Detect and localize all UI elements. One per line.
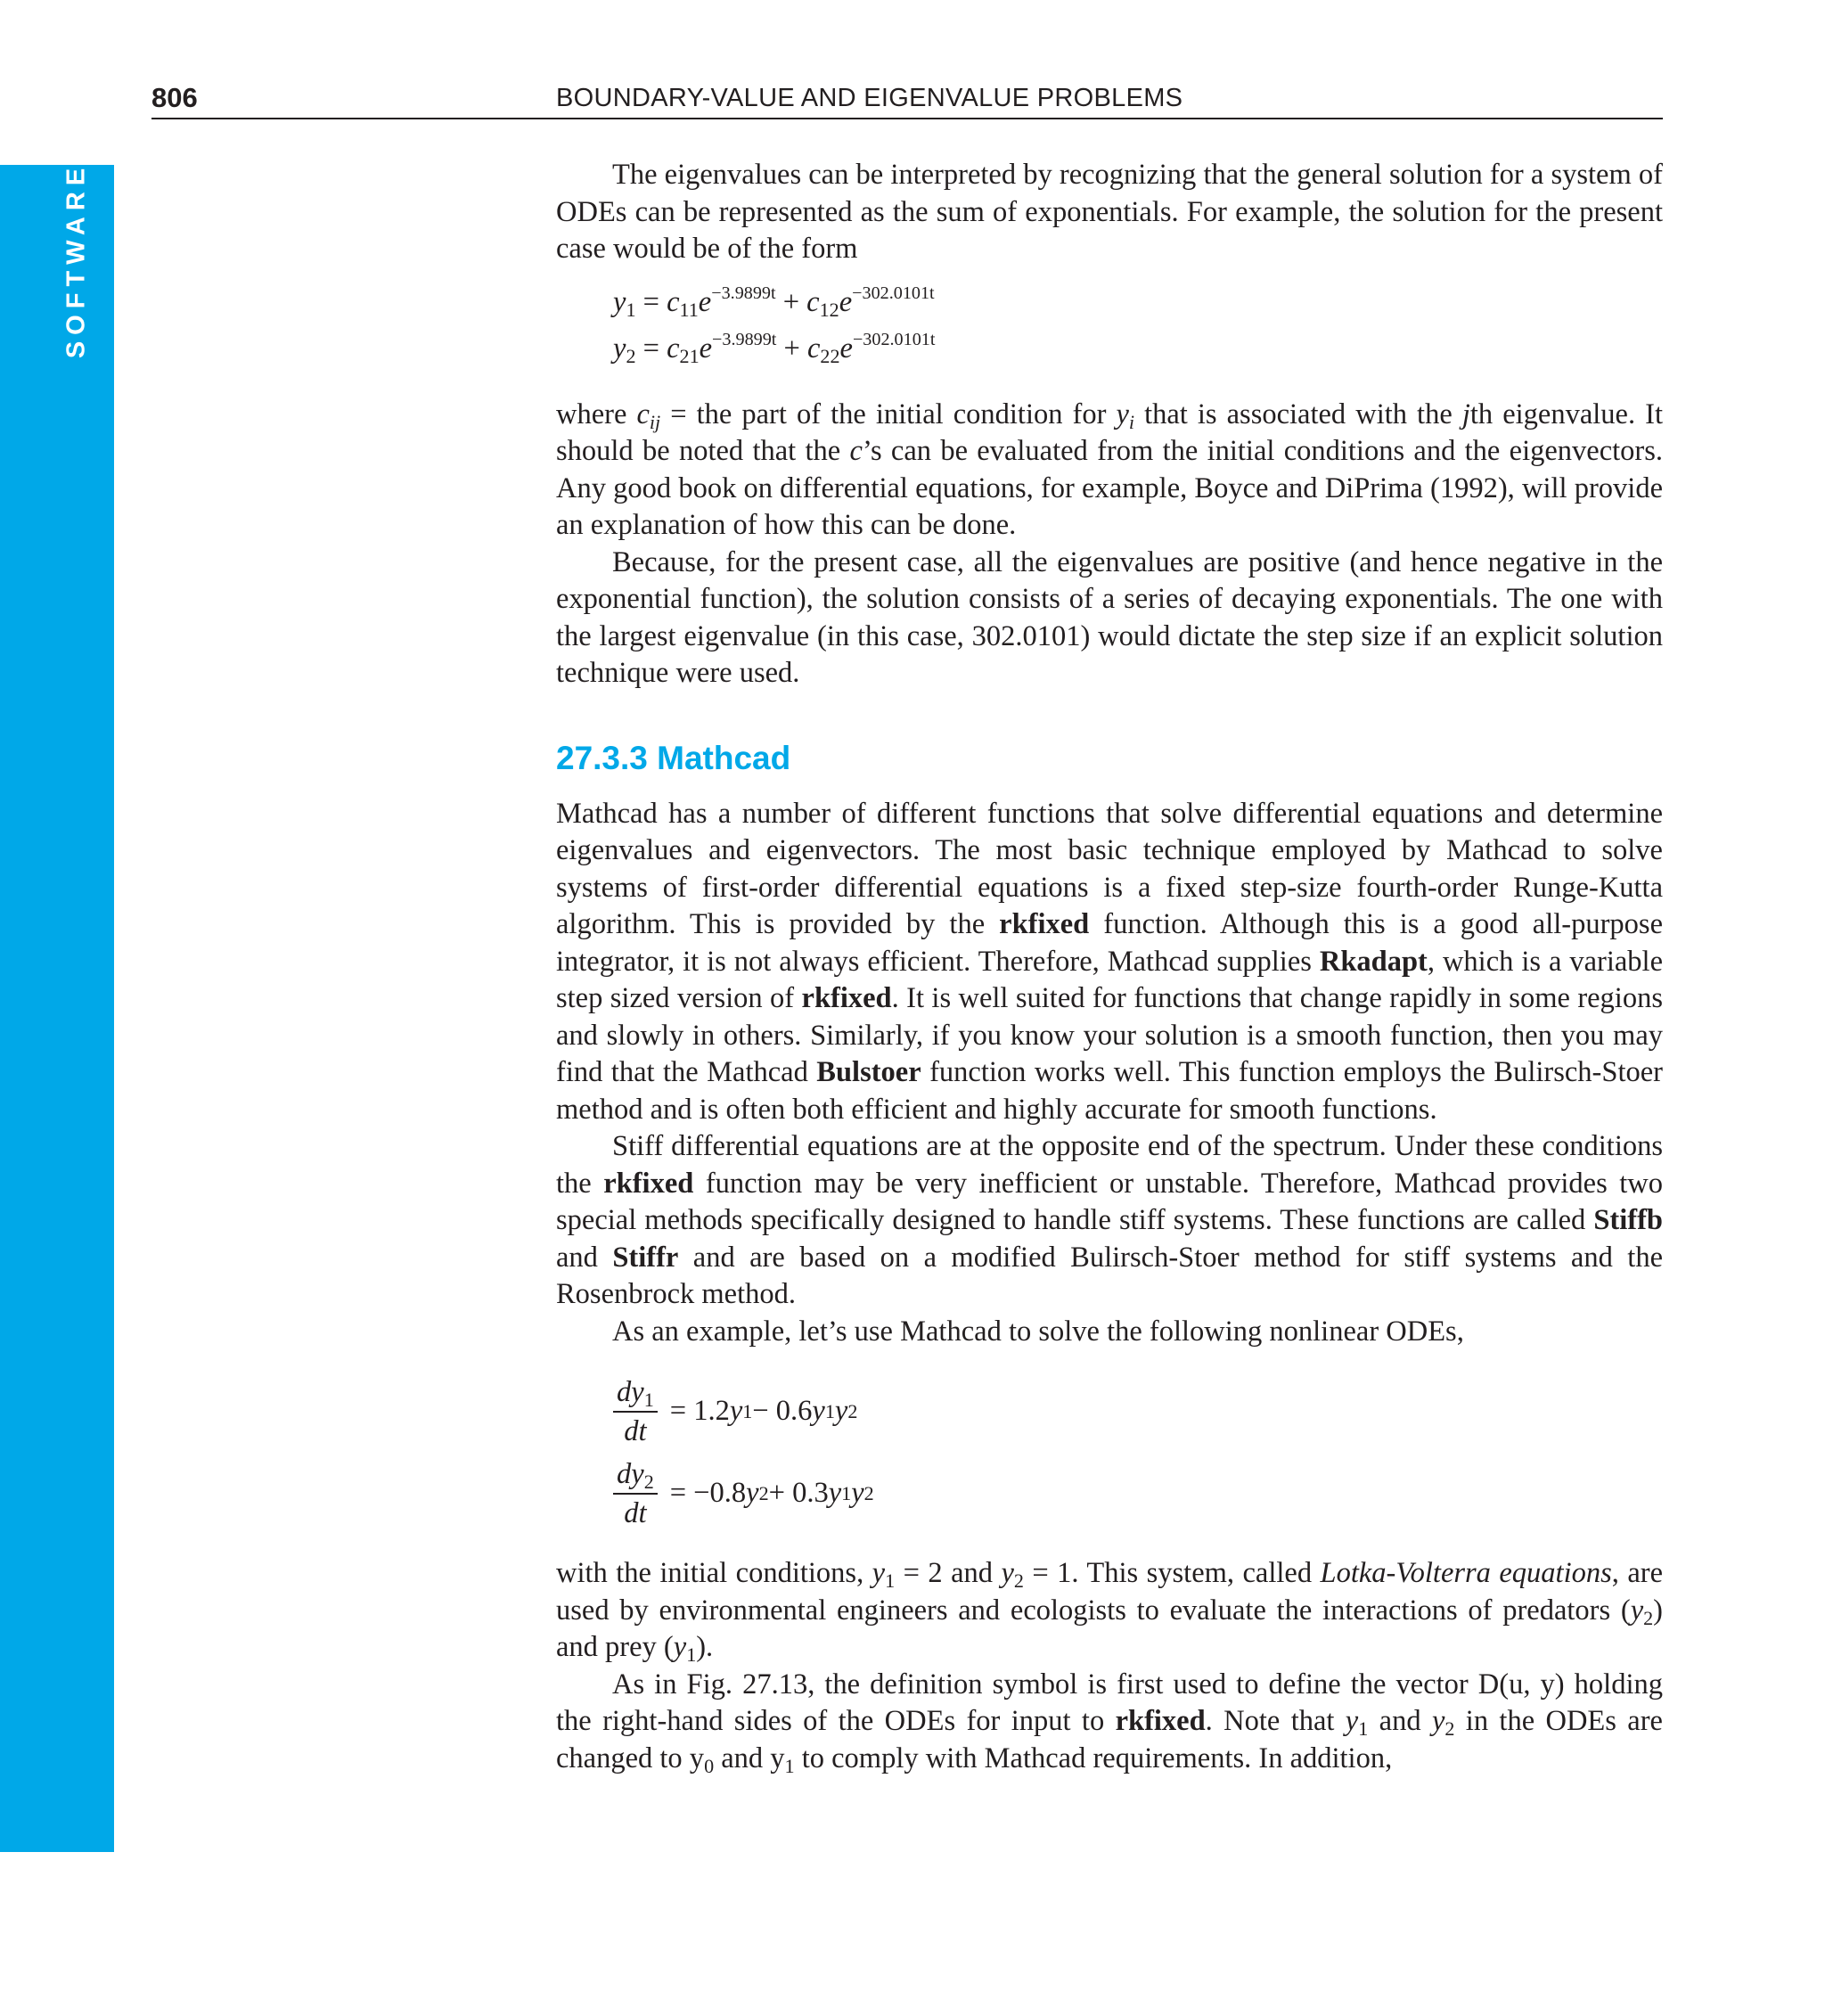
paragraph-cij-definition: where $c_{ij}$ = the part of the initial condition for $y_i$ that is associated with the jth eigenvalue. It should be noted that the c’s can be evaluated from the initial conditions and the eigenvectors. Any good book on differential equations, for example, Boyce and DiPrima (1992), will provide an explanation of how this can be done. <box>556 397 1663 541</box>
equation-y2: $y_2 = c_{21}e^{-3.9899t} + c_{22}e^{-302.0101t}$ <box>613 329 936 367</box>
ode-dy2-dt: $\frac{dy_2}{dt}$ = −0.8 y 2 + 0.3 y 1 y 2 <box>613 1457 1663 1530</box>
page-header <box>151 82 1663 119</box>
lotka-volterra-equations <box>613 1375 1663 1530</box>
paragraph-stiff-equations: Stiff differential equations are at the opposite end of the spectrum. Under these conditions the rkfixed function may be very inefficient or unstable. Therefore, Mathcad provides two special methods specifically designed to handle stiff systems. These functions are called Stiffb and Stiffr and are based on a modified Bulirsch-Stoer method for stiff systems and the Rosenbrock method. <box>556 1130 1663 1310</box>
paragraph-eigenvalue-interpretation: The eigenvalues can be interpreted by recognizing that the general solution for a system of ODEs can be represented as the sum of exponentials. For example, the solution for the present case would be of the form <box>556 159 1663 265</box>
paragraph-example-intro: As an example, let’s use Mathcad to solve the following nonlinear ODEs, <box>612 1315 1464 1348</box>
running-head: BOUNDARY-VALUE AND EIGENVALUE PROBLEMS <box>556 84 1183 112</box>
paragraph-decaying-exponentials: Because, for the present case, all the eigenvalues are positive (and hence negative in the exponential function), the solution consists of a series of decaying exponentials. The one with the largest eigenvalue (in this case, 302.0101) would dictate the step size if an explicit solution technique were used. <box>556 545 1663 689</box>
page-number: 806 <box>151 82 198 113</box>
exponential-solution-equations <box>613 279 1663 372</box>
page-body <box>556 157 1663 1777</box>
software-sidebar-band <box>0 165 114 1852</box>
ode-dy1-dt: $\frac{dy_1}{dt}$ = 1.2 y 1 − 0.6 y 1 y 2 <box>613 1375 1663 1448</box>
equation-y1: $y_1 = c_{11}e^{-3.9899t} + c_{12}e^{-302.0101t}$ <box>613 283 935 321</box>
paragraph-definition-symbol: As in Fig. 27.13, the definition symbol is first used to define the vector D(u, y) holding the right-hand sides of the ODEs for input to rkfixed. Note that $y_1$ and $y_2$ in the ODEs are changed to $y_0$ and $y_1$ to comply with Mathcad requirements. In addition, <box>556 1668 1663 1777</box>
section-heading-mathcad: 27.3.3 Mathcad <box>556 739 791 776</box>
fraction-dy1-dt: $\frac{dy_1}{dt}$ <box>613 1375 658 1448</box>
fraction-dy2-dt: $\frac{dy_2}{dt}$ <box>613 1457 658 1530</box>
paragraph-initial-conditions: with the initial conditions, $y_1 = 2$ and $y_2 = 1$. This system, called Lotka-Volterra equations, are used by environmental engineers and ecologists to evaluate the interactions of predators $(y_2)$ and prey $(y_1)$. <box>556 1557 1663 1667</box>
paragraph-mathcad-functions: Mathcad has a number of different functions that solve differential equations and determine eigenvalues and eigenvectors. The most basic technique employed by Mathcad to solve systems of first-order differential equations is a fixed step-size fourth-order Runge-Kutta algorithm. This is provided by the rkfixed function. Although this is a good all-purpose integrator, it is not always efficient. Therefore, Mathcad supplies Rkadapt, which is a variable step sized version of rkfixed. It is well suited for functions that change rapidly in some regions and slowly in others. Similarly, if you know your solution is a smooth function, then you may find that the Mathcad Bulstoer function works well. This function employs the Bulirsch-Stoer method and is often both efficient and highly accurate for smooth functions. <box>556 797 1664 1126</box>
